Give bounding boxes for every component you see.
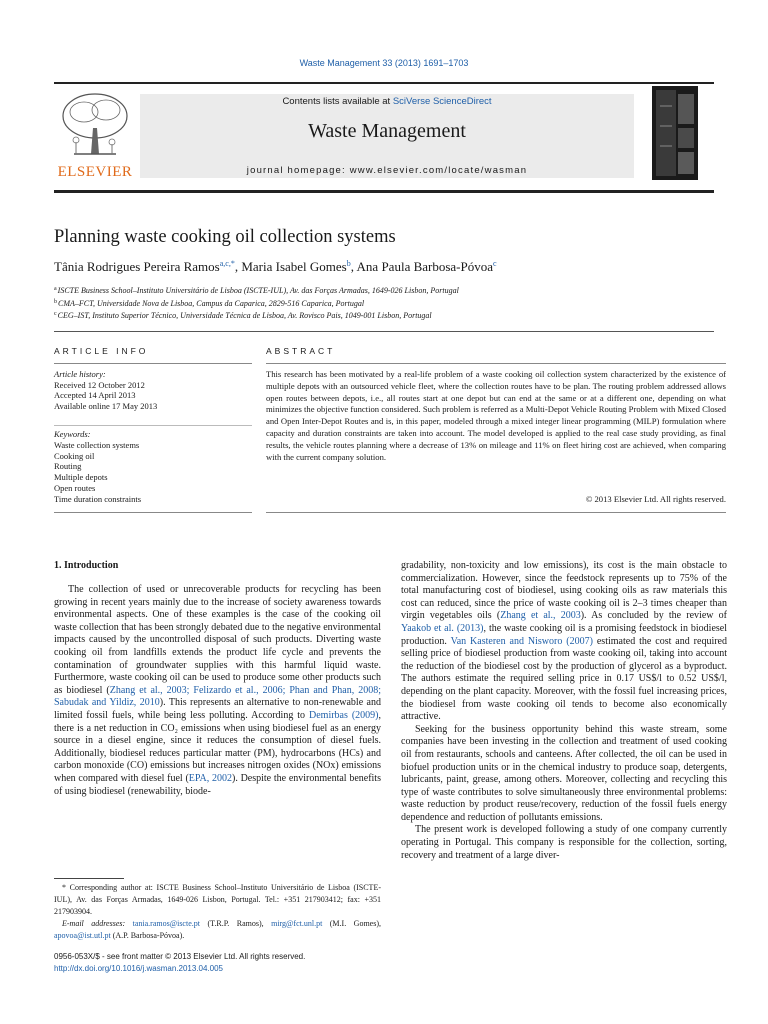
affiliation-mark: b [54, 298, 57, 305]
keyword: Routing [54, 461, 82, 472]
email-owner: (T.R.P. Ramos), [199, 919, 272, 928]
abstract-copyright: © 2013 Elsevier Ltd. All rights reserved. [585, 494, 726, 504]
text-run: ). As concluded by the review of [580, 610, 727, 622]
journal-citation[interactable]: Waste Management 33 (2013) 1691–1703 [299, 58, 469, 68]
intro-paragraph: Seeking for the business opportunity behind this waste stream, some companies have been investing in the collection and treatment of used cooking oil from restaurants, schools and canteens. After collected, the oil can be used in biofuel production units or in the chemical industry to produce soap, detergents, lubricants, paint, grease, among others. Moreover, collecting and recycling this type of waste contributes to solve simultaneously three environmental problems: waste reduction by product reuse/recovery, reduction of the fossil fuels energy dependence and reduction of pollutants emissions. [401, 723, 727, 823]
issn-footer [54, 951, 305, 975]
intro-paragraph [401, 560, 727, 724]
article-info-heading: ARTICLE INFO [54, 346, 149, 356]
keyword: Multiple depots [54, 472, 108, 483]
email-link[interactable]: tania.ramos@iscte.pt [132, 919, 200, 928]
journal-cover-thumbnail [652, 86, 698, 180]
keyword: Time duration constraints [54, 493, 142, 504]
abstract-text: This research has been motivated by a real-life problem of a waste cooking oil collection system characterized by the existence of multiple depots with an outsourced vehicle fleet, where the collection routes have to be plan. The routing problem addressed allows open routes between depots, i.e., all routes start at one depot but can end at the same or at a different one, depending on what minimizes the objective function considered. Such problem is referred as a Multi-Depot Vehicle Routing Problem with Mixed Closed and Open Inter-Depot Routes and is, in this paper, modeled through a mixed integer linear programming (MILP) formulation where capacity and duration constraints are taken into account. The model developed is applied to the real case study providing, as final results, the vehicle routes planning where a decrease of 13% on mileage and 11% on fleet hiring cost are achieved, when comparing with the current company solution. [266, 369, 726, 462]
text-run: , there is a net reduction in CO₂ emissions when using biodiesel fuel as an energy source in a diesel engine, since it reduces the consumption of diesel fuels. Additionally, biodiesel reduces particular matter (PM), hydrocarbons (HCs) and carbon monoxide (CO) emissions but increases nitrogen oxides (NOx) emissions when compared with diesel fuel ( [54, 709, 381, 784]
affiliation-rule [54, 331, 714, 332]
author-name: Tânia Rodrigues Pereira Ramos [54, 259, 220, 274]
keywords [54, 429, 252, 505]
affiliation-text: CMA–FCT, Universidade Nova de Lisboa, Campus da Caparica, 2829-516 Caparica, Portugal [58, 298, 365, 308]
contents-line [140, 96, 634, 107]
footnote-rule [54, 878, 124, 879]
email-owner: (M.I. Gomes), [322, 919, 381, 928]
history-item: Received 12 October 2012 [54, 379, 145, 390]
affiliation-mark: a [54, 286, 57, 292]
intro-paragraph [54, 584, 381, 798]
author-affiliation-marks[interactable]: a,c,* [219, 259, 235, 268]
citation-link[interactable]: Zhang et al., 2003 [500, 610, 581, 622]
text-run: gradability, non-toxicity and low emissions), its cost is the main obstacle to commercialization. However, since the feedstock represents up to 75% of the total manufacturing cost of biodiesel, using cooking oils as raw materials this cost can reduced, since the price of waste cooking oil is 2–3 times cheaper than virgin vegetables oils ( [401, 560, 727, 622]
text-run: , the waste cooking oil is a promising feedstock in biodiesel production. [401, 622, 727, 647]
affiliation-text: ISCTE Business School–Instituto Universitário de Lisboa (ISCTE-IUL), Av. das Forças Armadas, 1649-026 Lisbon, Portugal [57, 286, 459, 295]
introduction-heading: 1. Introduction [54, 560, 119, 571]
journal-homepage[interactable]: journal homepage: www.elsevier.com/locate/wasman [246, 165, 528, 176]
citation-link[interactable]: Yaakob et al. (2013) [401, 622, 484, 634]
email-link[interactable]: mirg@fct.unl.pt [271, 919, 323, 928]
article-info-rule [54, 363, 252, 364]
affiliation-mark: c [54, 311, 57, 317]
author-name: Maria Isabel Gomes [241, 259, 347, 274]
article-info-divider [54, 425, 252, 426]
header-rule-bottom [54, 190, 714, 193]
header-rule-top [54, 82, 714, 84]
article-title: Planning waste cooking oil collection systems [54, 227, 396, 247]
doi-link[interactable]: http://dx.doi.org/10.1016/j.wasman.2013.04.005 [54, 964, 224, 973]
abstract-rule [266, 363, 726, 364]
publisher-name: ELSEVIER [57, 164, 133, 180]
sciencedirect-link[interactable]: SciVerse ScienceDirect [392, 96, 492, 107]
text-run: estimated the cost and required selling price of biodiesel production from waste cooking oil, taking into account the reduction of the biodiesel cost by the production of glycerol as a byproduct. The authors estimate the required selling price in 0.17 US$/l to 0.52 US$/l, depending on the plant capacity. Moreover, with the fossil fuel increasing prices, the biodiesel from waste cooking oil tends to become also economically attractive. [401, 635, 727, 723]
text-run: ). This represents an alternative to non-renewable and limited fossil fuels, while being less polluting. According to [54, 697, 382, 721]
article-info-bottom-rule [54, 512, 252, 513]
footnote-corresponding: * Corresponding author at: ISCTE Business School–Instituto Universitário de Lisboa (ISCTE-IUL), Av. das Forças Armadas, 1649-026 Lisbon, Portugal. Tel.: +351 217903412; fax: +351 217903904. [54, 883, 381, 916]
body-column-right [401, 560, 727, 862]
history-label: Article history: [54, 369, 106, 379]
history-item: Available online 17 May 2013 [54, 400, 158, 411]
author-affiliation-marks[interactable]: b [346, 259, 351, 268]
email-label: E-mail addresses: [62, 919, 126, 928]
citation-link[interactable]: EPA, 2002 [188, 772, 232, 784]
history-item: Accepted 14 April 2013 [54, 390, 136, 400]
contents-prefix: Contents lists available at [282, 96, 393, 107]
intro-paragraph: The present work is developed following a study of one company currently operating in Portugal. This company is responsible for the collection, sorting, recovery and treatment of a large diver- [401, 824, 727, 861]
affiliation-line [54, 284, 459, 297]
abstract-heading: ABSTRACT [266, 346, 336, 356]
keyword: Waste collection systems [54, 439, 140, 450]
article-history [54, 369, 252, 411]
citation-link[interactable]: Demirbas (2009) [309, 709, 379, 721]
keyword: Cooking oil [54, 450, 95, 461]
citation-link[interactable]: Zhang et al., 2003; Felizardo et al., 2006; Phan and Phan, 2008; Sabudak and Yildiz, 2010 [54, 684, 382, 709]
journal-title: Waste Management [308, 120, 466, 142]
email-owner: (A.P. Barbosa-Póvoa). [110, 931, 185, 940]
text-run: The collection of used or unrecoverable products for recycling has been growing in recent years mainly due to the increase of society awareness towards environmental aspects. One of these examples is the case of the cooking oil waste collection that has been strongly debated due to the negative environmental impacts caused by the uncontrolled disposal of such products. Diverting waste cooking oil from landfills extends the product life cycle and prevents the contamination of groundwater supplies with this harmful liquid waste. Furthermore, waste cooking oil can be used to produce some other products such as biodiesel ( [54, 584, 381, 696]
keyword: Open routes [54, 482, 96, 493]
affiliations [54, 284, 459, 322]
affiliation-line [54, 297, 459, 310]
text-run: ). Despite the environmental benefits of using biodiesel (renewability, biode- [54, 772, 381, 797]
author-separator: , [350, 259, 357, 274]
citation-link[interactable]: Van Kasteren and Nisworo (2007) [450, 635, 593, 647]
author-list [54, 259, 497, 275]
affiliation-line [54, 309, 459, 322]
author-name: Ana Paula Barbosa-Póvoa [356, 259, 494, 274]
keywords-label: Keywords: [54, 429, 91, 439]
affiliation-text: CEG–IST, Instituto Superior Técnico, Universidade Técnica de Lisboa, Av. Rovisco Pais, 1049-001 Lisbon, Portugal [57, 311, 432, 320]
footnote-emails [54, 918, 381, 942]
author-affiliation-marks[interactable]: c [493, 259, 497, 268]
body-column-left [54, 584, 381, 798]
author-separator: , [234, 259, 242, 274]
abstract-bottom-rule [266, 512, 726, 513]
email-link[interactable]: apovoa@ist.utl.pt [54, 931, 111, 940]
issn-line: 0956-053X/$ - see front matter © 2013 Elsevier Ltd. All rights reserved. [54, 952, 306, 961]
corresponding-author-footnote [54, 882, 381, 942]
